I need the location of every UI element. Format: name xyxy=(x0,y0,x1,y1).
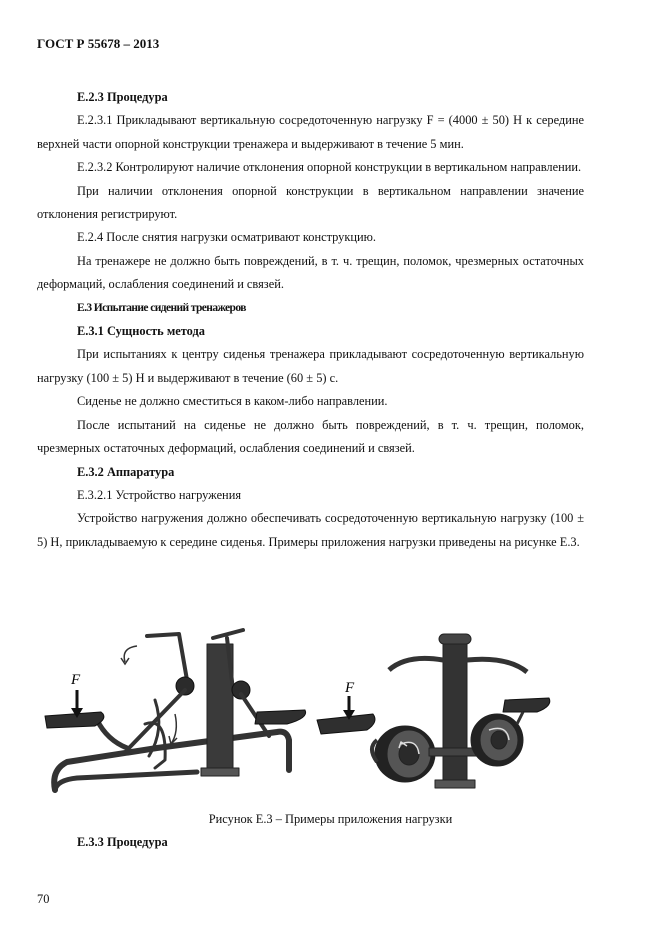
heading-e33: Е.3.3 Процедура xyxy=(77,835,168,849)
paragraph-method: При испытаниях к центру сиденья тренажера прикладывают сосредоточенную вертикальную нагрузку (100 ± 5) Н и выдерживают в течение (60 ± 5) с. xyxy=(37,347,584,385)
left-force-label: F xyxy=(71,672,81,688)
paragraph-seat-shift: Сиденье не должно сместиться в каком-либо направлении. xyxy=(77,394,388,409)
figure-caption: Рисунок Е.3 – Примеры приложения нагрузки xyxy=(208,812,453,826)
paragraph-e321: Е.3.2.1 Устройство нагружения xyxy=(77,487,242,502)
paragraph-loading-device: Устройство нагружения должно обеспечивать сосредоточенную вертикальную нагрузку (100 ± 5) Н, прикладываемую к середине сиденья. Примеры приложения нагрузки приведены на рисунке Е.3. xyxy=(37,511,584,549)
body-text xyxy=(37,86,584,554)
page-number: 70 xyxy=(37,892,50,906)
figure-drawing xyxy=(37,620,597,808)
heading-e3: Е.3 Испытание сидений тренажеров xyxy=(77,301,246,314)
right-force-label: F xyxy=(345,680,355,696)
paragraph-e231: Е.2.3.1 Прикладывают вертикальную сосредоточенную нагрузку F = (4000 ± 50) Н к середине верхней части опорной конструкции тренажера и выдерживают в течение 5 мин. xyxy=(37,113,584,151)
heading-e31: Е.3.1 Сущность метода xyxy=(77,324,205,339)
paragraph-e24: Е.2.4 После снятия нагрузки осматривают конструкцию. xyxy=(77,230,377,245)
paragraph-no-damage: На тренажере не должно быть повреждений, в т. ч. трещин, поломок, чрезмерных остаточных деформаций, ослабления соединений и связей. xyxy=(37,253,584,292)
heading-e32: Е.3.2 Аппаратура xyxy=(77,464,175,479)
paragraph-e232: Е.2.3.2 Контролируют наличие отклонения опорной конструкции в вертикальном направлении. xyxy=(77,160,582,175)
figure-e3 xyxy=(37,620,597,808)
heading-e23: Е.2.3 Процедура xyxy=(77,90,168,104)
paragraph-deviation: При наличии отклонения опорной конструкции в вертикальном направлении значение отклонения регистрируют. xyxy=(37,183,584,222)
document-header: ГОСТ Р 55678 – 2013 xyxy=(37,36,160,51)
left-trainer-illustration xyxy=(45,630,306,790)
paragraph-seat-damage: После испытаний на сиденье не должно быть повреждений, в т. ч. трещин, поломок, чрезмерных остаточных деформаций, ослабления соединений и связей. xyxy=(37,417,584,456)
